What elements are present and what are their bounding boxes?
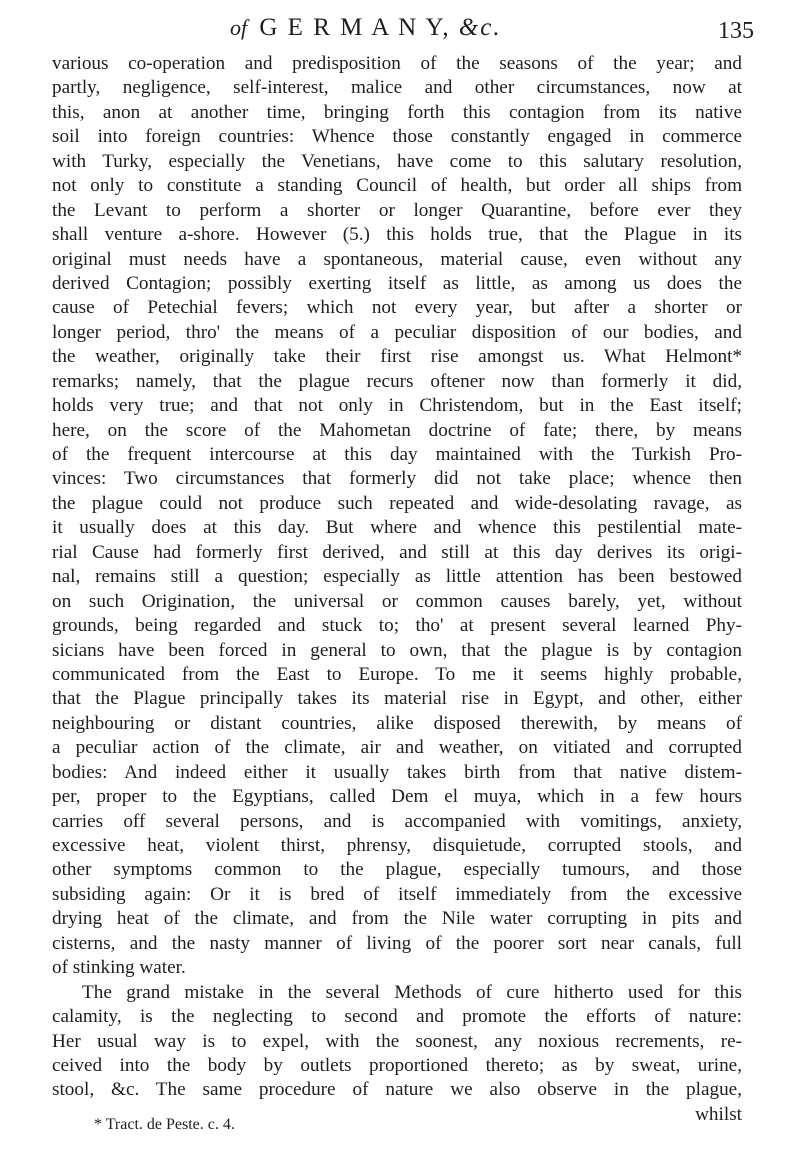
text-line: Her usual way is to expel, with the soonest, any noxious recrements, re- [52,1030,742,1052]
text-line: remarks; namely, that the plague recurs oftener now than formerly it did, [52,370,742,392]
text-line: of stinking water. [52,957,186,979]
text-line: various co-operation and predisposition of the seasons of the year; and [52,53,742,74]
running-head-title [230,14,502,42]
text-line: neighbouring or distant countries, alike disposed therewith, by means of [52,712,742,734]
text-line: cause of Petechial fevers; which not every year, but after a shorter or [52,297,742,319]
running-head-country: G E R M A N Y, [259,14,451,41]
text-line: The grand mistake in the several Methods of cure hitherto used for this [82,981,742,1003]
text-line: drying heat of the climate, and from the Nile water corrupting in pits and [52,908,742,930]
text-line: the plague could not produce such repeated and wide-desolating ravage, as [52,492,742,514]
text-line: not only to constitute a standing Council of health, but order all ships from [52,175,742,197]
text-line: soil into foreign countries: Whence those constantly engaged in commerce [52,126,742,148]
running-head-of: of [230,15,248,40]
text-line: vinces: Two circumstances that formerly did not take place; whence then [52,468,742,490]
text-line: nal, remains still a question; especially as little attention has been bestowed [52,566,742,588]
text-line: cisterns, and the nasty manner of living of the poorer sort near canals, full [52,932,742,954]
text-line: the Levant to perform a shorter or longer Quarantine, before ever they [52,199,742,221]
text-line: shall venture a-shore. However (5.) this holds true, that the Plague in its [52,224,742,246]
text-line: of the frequent intercourse at this day maintained with the Turkish Pro- [52,444,742,465]
text-line: ceived into the body by outlets proportioned thereto; as by sweat, urine, [52,1054,742,1076]
text-line: whilst [695,1103,742,1125]
text-line: calamity, is the neglecting to second and promote the efforts of nature: [52,1006,742,1028]
text-line: excessive heat, violent thirst, phrensy, disquietude, corrupted stools, and [52,835,742,856]
text-line: original must needs have a spontaneous, material cause, even without any [52,248,742,270]
text-line: this, anon at another time, bringing forth this contagion from its native [52,101,742,123]
text-line: grounds, being regarded and stuck to; tho' at present several learned Phy- [52,615,742,637]
text-line: sicians have been forced in general to own, that the plague is by contagion [52,639,742,661]
text-line: a peculiar action of the climate, air and weather, on vitiated and corrupted [52,737,742,759]
text-line: that the Plague principally takes its material rise in Egypt, and other, either [52,688,742,710]
text-line: longer period, thro' the means of a peculiar disposition of our bodies, and [52,321,742,343]
text-line: stool, &c. The same procedure of nature we also observe in the plague, [52,1079,742,1101]
text-line: bodies: And indeed either it usually takes birth from that native distem- [52,761,742,783]
text-line: subsiding again: Or it is bred of itself immediately from the excessive [52,883,742,905]
text-line: other symptoms common to the plague, especially tumours, and those [52,859,742,881]
text-line: holds very true; and that not only in Christendom, but in the East itself; [52,395,742,417]
running-head [52,6,772,46]
running-head-etc: &c. [458,14,502,41]
body-text [52,52,742,1127]
text-line: it usually does at this day. But where and whence this pestilential mate- [52,517,742,539]
text-line: here, on the score of the Mahometan doctrine of fate; there, by means [52,419,742,441]
text-line: per, proper to the Egyptians, called Dem el muya, which in a few hours [52,786,742,808]
text-line: on such Origination, the universal or common causes barely, yet, without [52,590,742,612]
text-line: partly, negligence, self-interest, malice and other circumstances, now at [52,77,742,99]
text-line: with Turky, especially the Venetians, have come to this salutary resolution, [52,150,742,172]
page-number: 135 [718,18,754,44]
text-line: communicated from the East to Europe. To me it seems highly probable, [52,663,742,685]
text-line: the weather, originally take their first rise amongst us. What Helmont* [52,346,742,368]
footnote: * Tract. de Peste. c. 4. [94,1116,235,1133]
text-line: derived Contagion; possibly exerting itself as little, as among us does the [52,272,742,294]
text-line: carries off several persons, and is accompanied with vomitings, anxiety, [52,810,742,832]
text-line: rial Cause had formerly first derived, and still at this day derives its origi- [52,541,742,563]
